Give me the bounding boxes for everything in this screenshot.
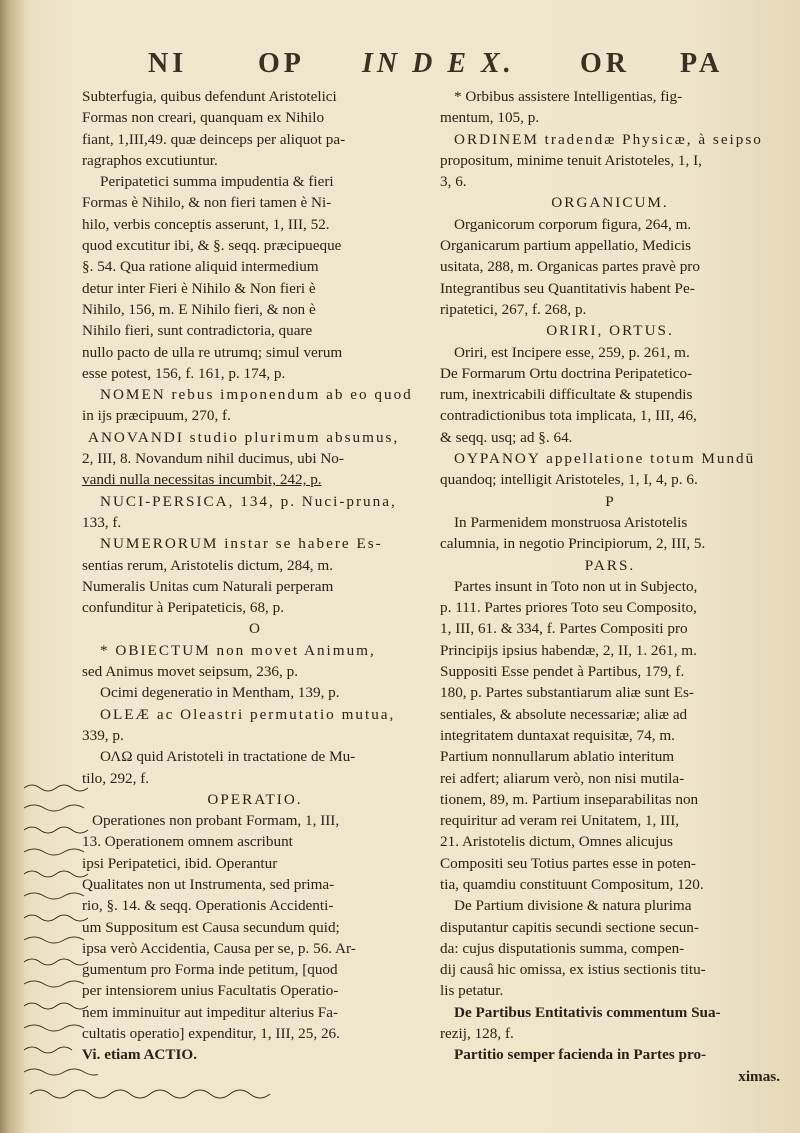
index-line: gumentum pro Forma inde petitum, [quod <box>82 961 338 979</box>
index-line: ΟΛΩ quid Aristoteli in tractatione de Mu- <box>100 748 356 766</box>
index-line: integritatem duntaxat requisitæ, 74, m. <box>440 726 675 744</box>
index-line: nem imminuitur aut impeditur alterius Fa- <box>82 1003 339 1021</box>
handwritten-footer-note <box>28 1084 278 1104</box>
index-line: Organicarum partium appellatio, Medicis <box>440 237 692 255</box>
index-line: quandoq; intelligit Aristoteles, 1, I, 4, p. 6. <box>440 471 698 489</box>
index-line: nullo pacto de ulla re utrumq; simul verum <box>82 343 343 361</box>
marginalia-scribble <box>24 1025 84 1031</box>
handwritten-marginalia <box>20 780 98 1080</box>
index-line: Qualitates non ut Instrumenta, sed prima- <box>82 875 335 893</box>
index-column-right <box>440 86 780 1087</box>
index-entry-heading: OYPANOY appellatione totum Mundū <box>454 450 756 468</box>
marginalia-scribble <box>24 827 88 833</box>
marginalia-scribble <box>24 1069 98 1075</box>
index-line: Partium nonnullarum ablatio interitum <box>440 748 675 766</box>
index-section-heading: ORIRI, ORTUS. <box>546 322 674 340</box>
marginalia-scribble <box>24 959 88 965</box>
header-index-title: IN D E X. <box>362 48 515 79</box>
index-line: Ocimi degeneratio in Mentham, 139, p. <box>100 684 340 702</box>
index-line: 3, 6. <box>440 173 467 191</box>
marginalia-scribble <box>24 871 88 877</box>
index-line: sed Animus movet seipsum, 236, p. <box>82 663 298 681</box>
index-line: ipsa verò Accidentia, Causa per se, p. 56. Ar- <box>82 939 356 957</box>
index-line: esse potest, 156, f. 161, p. 174, p. <box>82 364 286 382</box>
index-line: rio, §. 14. & seqq. Operationis Accidenti- <box>82 897 334 915</box>
index-line: De Formarum Ortu doctrina Peripatetico- <box>440 364 693 382</box>
marginalia-scribble <box>24 785 88 791</box>
section-letter: P <box>605 492 615 510</box>
index-line: §. 54. Qua ratione aliquid intermedium <box>82 258 319 276</box>
index-line: per intensiorem unius Facultatis Operatio- <box>82 982 339 1000</box>
marginalia-scribble <box>24 849 84 855</box>
index-entry-heading: NUCI-PERSICA, 134, p. Nuci-pruna, <box>100 492 397 510</box>
index-line: Operationes non probant Formam, 1, III, <box>92 812 340 830</box>
header-fragment-2: OP <box>258 48 305 79</box>
index-line: Principijs ipsius habendæ, 2, II, 1. 261, m. <box>440 641 697 659</box>
header-fragment-4: PA <box>680 48 724 79</box>
index-line: 13. Operationem omnem ascribunt <box>82 833 293 851</box>
index-line: In Parmenidem monstruosa Aristotelis <box>454 513 688 531</box>
index-line: Partes insunt in Toto non ut in Subjecto, <box>454 577 698 595</box>
index-line: Peripatetici summa impudentia & fieri <box>100 173 334 191</box>
index-line: requiritur ad veram rei Unitatem, 1, III, <box>440 812 680 830</box>
index-line: propositum, minime tenuit Aristoteles, 1, I, <box>440 151 702 169</box>
index-line: sentiales, & absolute necessariæ; aliæ ad <box>440 705 688 723</box>
header-fragment-3: OR <box>580 48 630 79</box>
index-line: fiant, 1,III,49. quæ deinceps per aliquot pa- <box>82 130 346 148</box>
index-line: ximas. <box>738 1067 780 1085</box>
marginalia-scribble <box>24 805 84 811</box>
index-line: Integrantibus seu Quantitativis habent Pe- <box>440 279 695 297</box>
index-line: tionem, 89, m. Partium inseparabilitas non <box>440 790 699 808</box>
index-line: 339, p. <box>82 726 124 744</box>
index-column-left <box>82 86 428 1066</box>
index-line: sentias rerum, Aristotelis dictum, 284, m. <box>82 556 333 574</box>
index-line: Suppositi Esse pendet à Partibus, 179, f. <box>440 663 685 681</box>
index-line: cultatis operatio] expenditur, 1, III, 25, 26. <box>82 1025 340 1043</box>
index-entry-heading: NOMEN rebus imponendum ab eo quod <box>100 386 413 404</box>
index-line: 133, f. <box>82 513 122 531</box>
index-line: hilo, verbis conceptis asserunt, 1, III, 52. <box>82 215 330 233</box>
index-line: 180, p. Partes substantiarum aliæ sunt Es- <box>440 684 694 702</box>
index-entry-heading: OLEÆ ac Oleastri permutatio mutua, <box>100 705 396 723</box>
index-line: calumnia, in negotio Principiorum, 2, III, 5. <box>440 535 706 553</box>
index-line: De Partibus Entitativis commentum Sua- <box>454 1003 721 1021</box>
index-line: Organicorum corporum figura, 264, m. <box>454 215 692 233</box>
marginalia-scribble <box>24 893 84 899</box>
index-line: rum, inextricabili difficultate & stupendis <box>440 386 693 404</box>
index-line: ragraphos excutiuntur. <box>82 151 218 169</box>
marginalia-scribble <box>24 937 84 943</box>
index-line: ripatetici, 267, f. 268, p. <box>440 300 587 318</box>
index-entry-heading: ORDINEM tradendæ Physicæ, à seipso <box>454 130 763 148</box>
marginalia-scribble <box>24 981 84 987</box>
index-line: dij causâ hic omissa, ex istius sectionis titu- <box>440 961 706 979</box>
index-line: Subterfugia, quibus defendunt Aristotelici <box>82 88 337 105</box>
index-line: quod excutitur ibi, & §. seqq. præcipueque <box>82 237 342 255</box>
index-entry-heading: NUMERORUM instar se habere Es- <box>100 535 383 553</box>
index-line: disputantur capitis secundi sectione secun- <box>440 918 699 936</box>
header-fragment-1: NI <box>148 48 188 79</box>
marginalia-scribble <box>24 1047 72 1053</box>
index-line: Oriri, est Incipere esse, 259, p. 261, m. <box>454 343 690 361</box>
index-entry-heading: * OBIECTUM non movet Animum, <box>100 641 376 659</box>
index-line: Formas non creari, quanquam ex Nihilo <box>82 109 325 127</box>
index-line: ipsi Peripatetici, ibid. Operantur <box>82 854 278 872</box>
marginalia-scribble <box>24 915 88 921</box>
index-line: 21. Aristotelis dictum, Omnes alicujus <box>440 833 673 851</box>
index-line: um Suppositum est Causa secundum quid; <box>82 918 340 936</box>
index-line: contradictionibus tota implicata, 1, III, 46, <box>440 407 697 425</box>
index-line: detur inter Fieri è Nihilo & Non fieri è <box>82 279 316 297</box>
index-line: 1, III, 61. & 334, f. Partes Compositi pro <box>440 620 688 638</box>
index-line: Nihilo, 156, m. E Nihilo fieri, & non è <box>82 300 316 318</box>
section-letter: O <box>249 620 261 638</box>
index-line: rezij, 128, f. <box>440 1025 514 1043</box>
index-line: * Orbibus assistere Intelligentias, fig- <box>454 88 683 105</box>
index-line: rei adfert; aliarum verò, non nisi mutila- <box>440 769 685 787</box>
index-line: da: cujus disputationis summa, compen- <box>440 939 685 957</box>
index-section-heading: ORGANICUM. <box>551 194 669 212</box>
running-header <box>140 48 740 88</box>
index-line: Nihilo fieri, sunt contradictoria, quare <box>82 322 313 340</box>
index-line: in ijs præcipuum, 270, f. <box>82 407 231 425</box>
index-section-heading: PARS. <box>584 556 636 574</box>
index-line: 2, III, 8. Novandum nihil ducimus, ubi No- <box>82 450 344 468</box>
index-line: confunditur à Peripateticis, 68, p. <box>82 599 285 617</box>
index-line: Compositi seu Totius partes esse in poten- <box>440 854 696 872</box>
index-line: tia, quamdiu constituunt Compositum, 120. <box>440 875 704 893</box>
index-line: usitata, 288, m. Organicas partes pravè pro <box>440 258 700 276</box>
index-line: De Partium divisione & natura plurima <box>454 897 692 915</box>
index-line: p. 111. Partes priores Toto seu Composito, <box>440 599 697 617</box>
index-entry-heading: ANOVANDI studio plurimum absumus, <box>88 428 400 446</box>
index-line: lis petatur. <box>440 982 504 1000</box>
index-line: vandi nulla necessitas incumbit, 242, p. <box>82 471 322 489</box>
index-line: Numeralis Unitas cum Naturali perperam <box>82 577 334 595</box>
index-section-heading: OPERATIO. <box>207 790 303 808</box>
index-line: & seqq. usq; ad §. 64. <box>440 428 573 446</box>
index-line: Formas è Nihilo, & non fieri tamen è Ni- <box>82 194 332 212</box>
index-line: Vi. etiam ACTIO. <box>82 1046 198 1064</box>
index-line: tilo, 292, f. <box>82 769 150 787</box>
index-line: Partitio semper facienda in Partes pro- <box>454 1046 707 1064</box>
index-line: mentum, 105, p. <box>440 109 540 127</box>
marginalia-scribble <box>24 1003 88 1009</box>
